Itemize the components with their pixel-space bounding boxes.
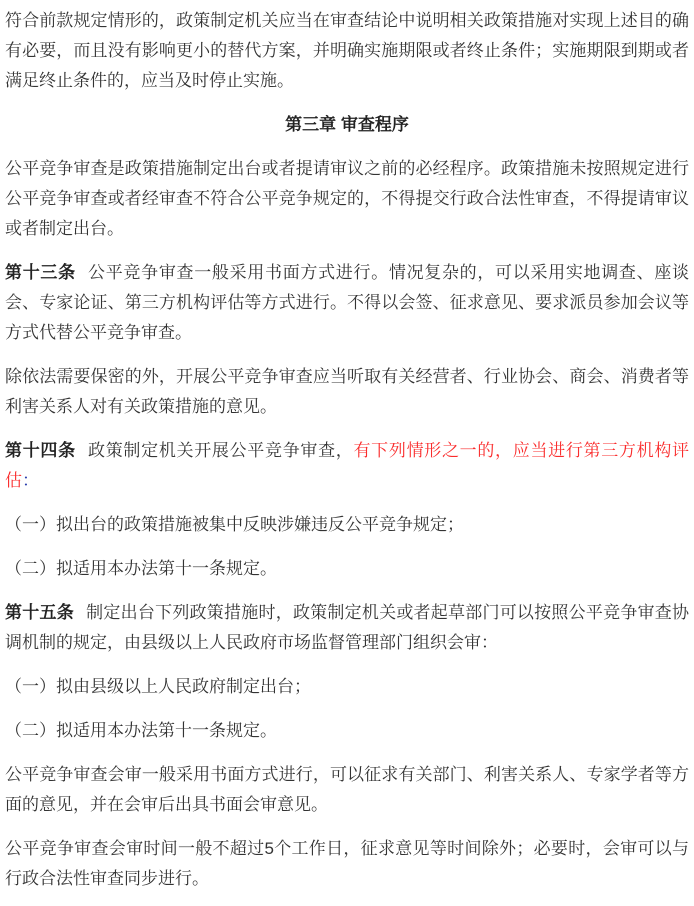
article-14-text: 政策制定机关开展公平竞争审查， xyxy=(88,441,354,460)
list-item-15-2: （二）拟适用本办法第十一条规定。 xyxy=(5,721,277,740)
paragraph-article-14 xyxy=(5,436,689,496)
article-13-number: 第十三条 xyxy=(5,263,76,282)
article-14-colon: ： xyxy=(22,471,39,490)
paragraph-time-limit: 公平竞争审查会审时间一般不超过5个工作日，征求意见等时间除外；必要时，会审可以与行政合法性审查同步进行。 xyxy=(5,839,689,888)
paragraph-article-15 xyxy=(5,598,689,658)
paragraph-joint-review: 公平竞争审查会审一般采用书面方式进行，可以征求有关部门、利害关系人、专家学者等方面的意见，并在会审后出具书面会审意见。 xyxy=(5,765,689,814)
list-item-15-1: （一）拟由县级以上人民政府制定出台； xyxy=(5,677,311,696)
list-item-14-1: （一）拟出台的政策措施被集中反映涉嫌违反公平竞争规定； xyxy=(5,515,464,534)
paragraph-article-13 xyxy=(5,258,689,348)
paragraph-intro: 符合前款规定情形的，政策制定机关应当在审查结论中说明相关政策措施对实现上述目的确有必要，而且没有影响更小的替代方案，并明确实施期限或者终止条件；实施期限到期或者满足终止条件的，应当及时停止实施。 xyxy=(5,11,689,90)
article-13-text: 公平竞争审查一般采用书面方式进行。情况复杂的，可以采用实地调查、座谈会、专家论证、第三方机构评估等方式进行。不得以会签、征求意见、要求派员参加会议等方式代替公平竞争审查。 xyxy=(5,263,690,342)
chapter-heading: 第三章 审查程序 xyxy=(285,115,409,134)
paragraph-opinions: 除依法需要保密的外，开展公平竞争审查应当听取有关经营者、行业协会、商会、消费者等利害关系人对有关政策措施的意见。 xyxy=(5,367,689,416)
paragraph-procedure: 公平竞争审查是政策措施制定出台或者提请审议之前的必经程序。政策措施未按照规定进行公平竞争审查或者经审查不符合公平竞争规定的，不得提交行政合法性审查，不得提请审议或者制定出台。 xyxy=(5,159,689,238)
article-14-number: 第十四条 xyxy=(5,441,76,460)
article-14-red-highlight: 有下列情形之一的，应当进行第三方机构评估 xyxy=(5,441,690,490)
article-15-text: 制定出台下列政策措施时，政策制定机关或者起草部门可以按照公平竞争审查协调机制的规定，由县级以上人民政府市场监督管理部门组织会审： xyxy=(5,603,690,652)
list-item-14-2: （二）拟适用本办法第十一条规定。 xyxy=(5,559,277,578)
article-15-number: 第十五条 xyxy=(5,603,74,622)
